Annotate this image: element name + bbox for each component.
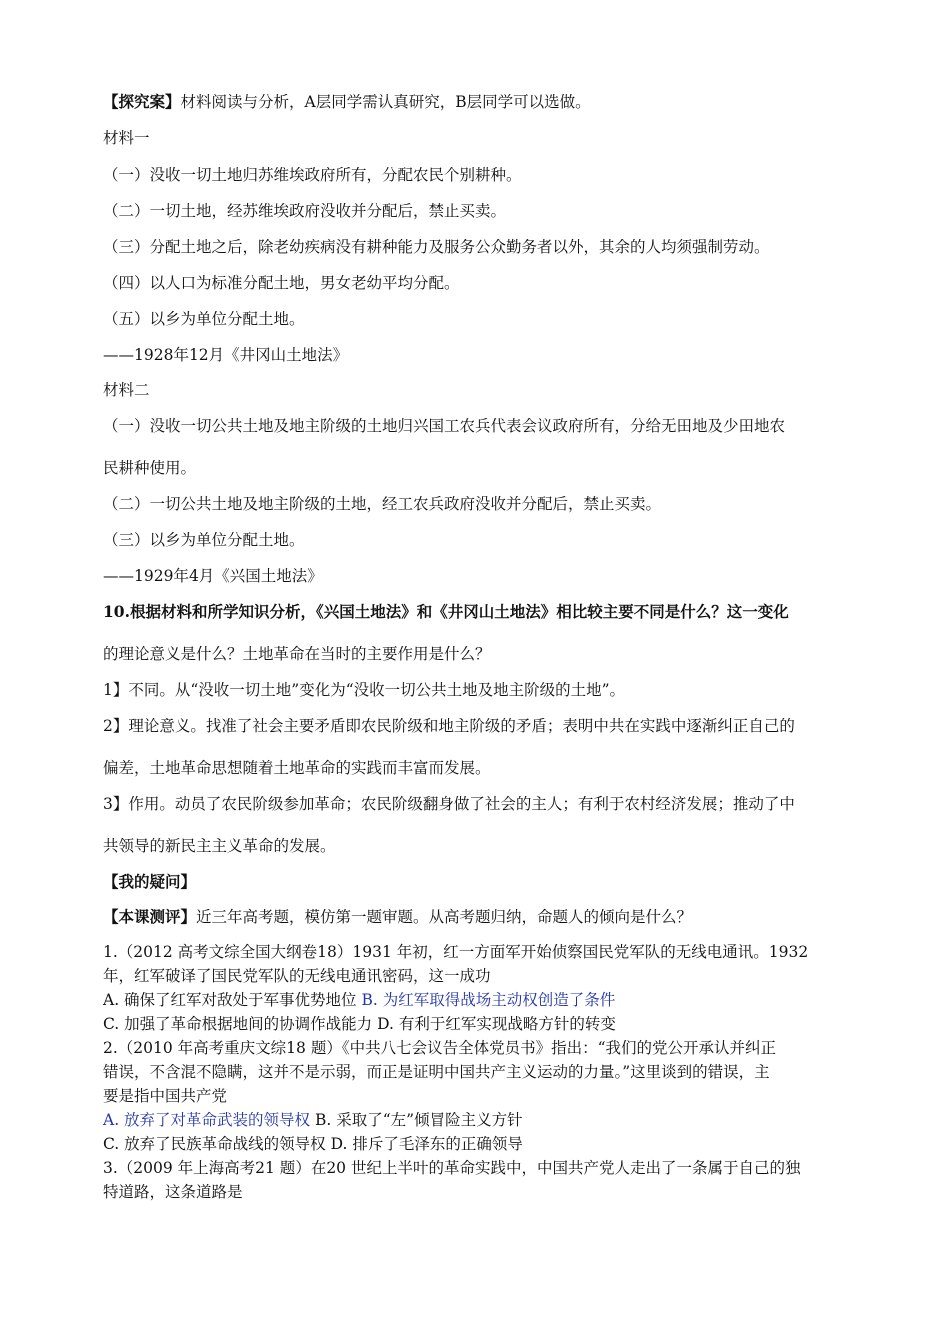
material1-title: 材料一 (103, 129, 150, 147)
question-2: 2.（2010 年高考重庆文综18 题）《中共八七会议告全体党员书》指出：“我们的党公开承认并纠正 (103, 1039, 776, 1057)
answer-3-cont: 共领导的新民主主义革命的发展。 (103, 837, 336, 855)
explore-intro-text: 材料阅读与分析，A层同学需认真研究，B层同学可以选做。 (180, 93, 591, 111)
answer-2: 2】理论意义。找准了社会主要矛盾即农民阶级和地主阶级的矛盾；表明中共在实践中逐渐纠正自己的 (103, 717, 795, 735)
answer-3: 3】作用。动员了农民阶级参加革命；农民阶级翻身做了社会的主人；有利于农村经济发展；推动了中 (103, 795, 795, 813)
material2-item: （三）以乡为单位分配土地。 (103, 531, 305, 549)
material2-item: （二）一切公共土地及地主阶级的土地，经工农兵政府没收并分配后，禁止买卖。 (103, 495, 662, 513)
material1-source: ——1928年12月《井冈山土地法》 (103, 346, 349, 364)
material2-title: 材料二 (103, 381, 150, 399)
question-2-options-ab (103, 1110, 523, 1130)
material1-item: （一）没收一切土地归苏维埃政府所有，分配农民个别耕种。 (103, 166, 522, 184)
test-intro (103, 907, 692, 927)
q2-option-b: B. 采取了“左”倾冒险主义方针 (310, 1111, 523, 1129)
question-2-options-cd: C. 放弃了民族革命战线的领导权 D. 排斥了毛泽东的正确领导 (103, 1135, 523, 1153)
material2-item-cont: 民耕种使用。 (103, 459, 197, 477)
question-3-cont: 特道路，这条道路是 (103, 1183, 243, 1201)
q1-option-a: A. 确保了红军对敌处于军事优势地位 (103, 991, 362, 1009)
material1-item: （四）以人口为标准分配土地，男女老幼平均分配。 (103, 274, 460, 292)
explore-intro (103, 92, 591, 112)
question-1-cont: 年，红军破译了国民党军队的无线电通讯密码，这一成功 (103, 967, 491, 985)
question-3: 3.（2009 年上海高考21 题）在20 世纪上半叶的革命实践中，中国共产党人走出了一条属于自己的独 (103, 1159, 801, 1177)
explore-heading: 【探究案】 (103, 92, 181, 111)
material1-item: （二）一切土地，经苏维埃政府没收并分配后，禁止买卖。 (103, 202, 507, 220)
question-2-cont: 要是指中国共产党 (103, 1087, 228, 1105)
material2-item: （一）没收一切公共土地及地主阶级的土地归兴国工农兵代表会议政府所有，分给无田地及少田地农 (103, 417, 786, 435)
material2-source: ——1929年4月《兴国土地法》 (103, 567, 323, 585)
doubts-heading: 【我的疑问】 (103, 872, 197, 891)
answer-2-cont: 偏差，土地革命思想随着土地革命的实践而丰富而发展。 (103, 759, 491, 777)
question-1: 1.（2012 高考文综全国大纲卷18）1931 年初，红一方面军开始侦察国民党军队的无线电通讯。1932 (103, 943, 809, 961)
question10-cont: 的理论意义是什么？土地革命在当时的主要作用是什么？ (103, 645, 491, 663)
question10: 10.根据材料和所学知识分析，《兴国土地法》和《井冈山土地法》相比较主要不同是什么？这一变化 (103, 602, 789, 621)
question-2-cont: 错误，不含混不隐瞒，这并不是示弱，而正是证明中国共产主义运动的力量。”这里谈到的错误，主 (103, 1063, 770, 1081)
test-heading: 【本课测评】 (103, 907, 197, 926)
material1-item: （三）分配土地之后，除老幼疾病没有耕种能力及服务公众勤务者以外，其余的人均须强制劳动。 (103, 238, 770, 256)
test-intro-text: 近三年高考题，模仿第一题审题。从高考题归纳，命题人的倾向是什么？ (196, 908, 693, 926)
answer-1: 1】不同。从“没收一切土地”变化为“没收一切公共土地及地主阶级的土地”。 (103, 681, 626, 699)
question-1-options-cd: C. 加强了革命根据地间的协调作战能力 D. 有利于红军实现战略方针的转变 (103, 1015, 616, 1033)
q1-option-b: B. 为红军取得战场主动权创造了条件 (361, 991, 616, 1009)
q2-option-a: A. 放弃了对革命武装的领导权 (103, 1111, 311, 1129)
question-1-options-ab (103, 990, 615, 1010)
material1-item: （五）以乡为单位分配土地。 (103, 310, 305, 328)
